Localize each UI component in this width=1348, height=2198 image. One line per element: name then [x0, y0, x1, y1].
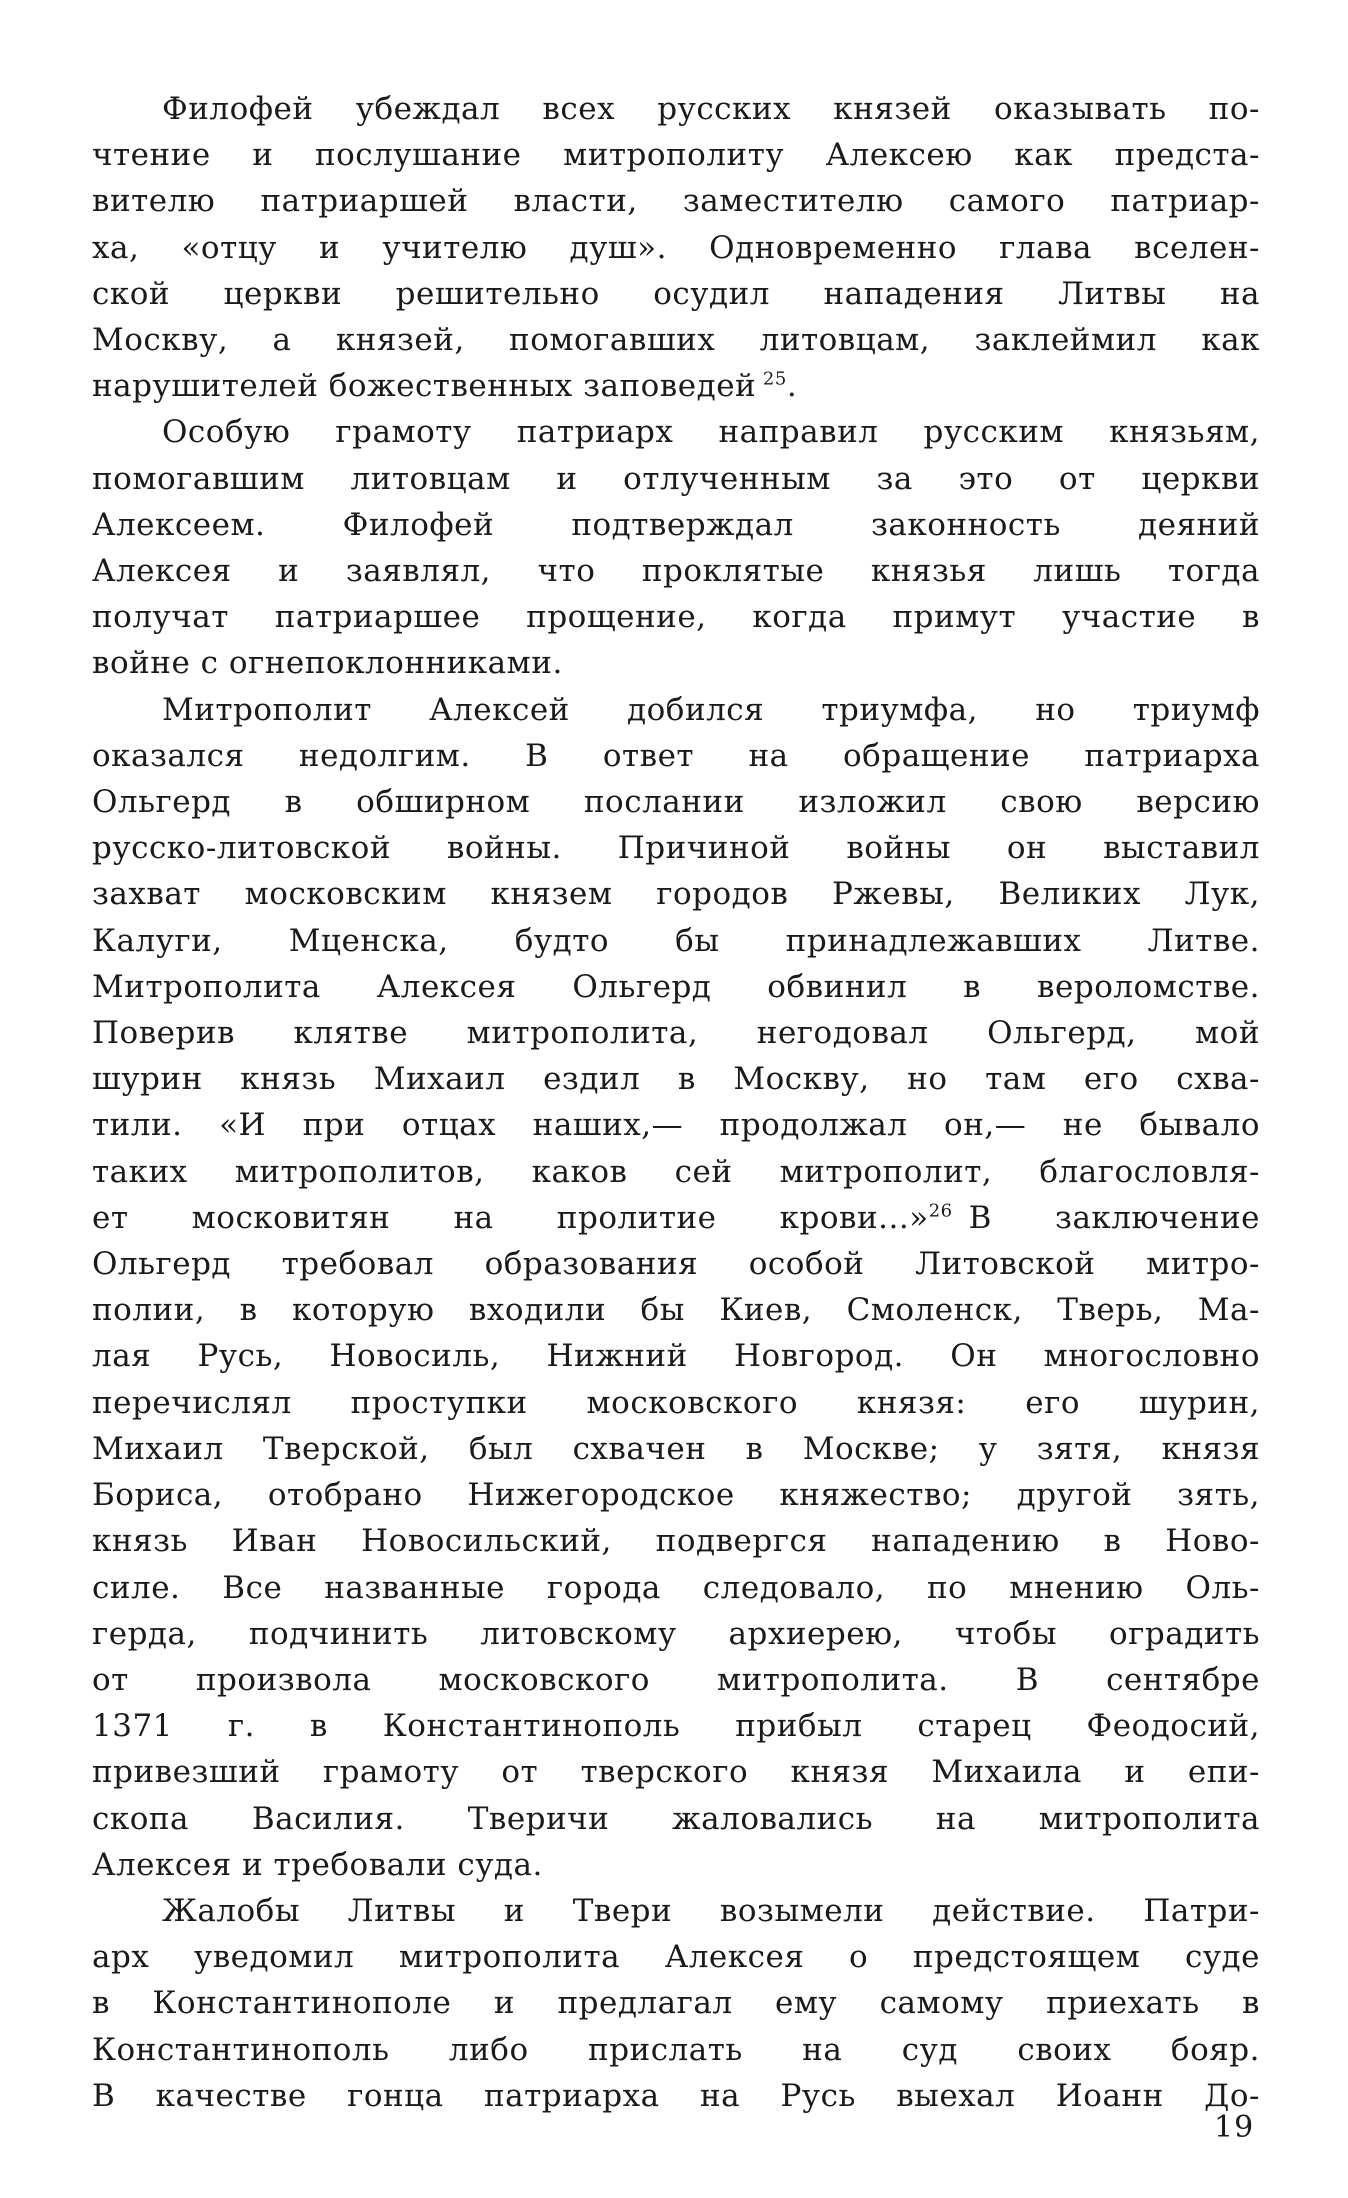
text-line: силе. Все названные города следовало, по мнению Оль-: [92, 1569, 1260, 1606]
text-line: Алексеем. Филофей подтверждал законность деяний: [92, 506, 1260, 543]
text-line: Москву, а князей, помогавших литовцам, заклеймил как: [92, 322, 1260, 359]
text-line: нарушителей божественных заповедей: [92, 368, 757, 405]
text-line: Поверив клятве митрополита, негодовал Ольгерд, мой: [92, 1015, 1260, 1052]
text-line: помогавшим литовцам и отлученным за это от церкви: [92, 460, 1260, 497]
text-line: войне с огнепоклонниками.: [92, 645, 563, 682]
text-line: 1371 г. в Константинополь прибыл старец Феодосий,: [92, 1708, 1260, 1745]
text-line: Калуги, Мценска, будто бы принадлежавших Литве.: [92, 922, 1260, 959]
text-line: таких митрополитов, каков сей митрополит, благословля-: [92, 1153, 1260, 1190]
text-line: Митрополит Алексей добился триумфа, но триумф: [162, 691, 1260, 728]
text-line: лая Русь, Новосиль, Нижний Новгород. Он многословно: [92, 1338, 1260, 1375]
text-line: от произвола московского митрополита. В сентябре: [92, 1661, 1260, 1698]
text-line-with-footnote: [92, 363, 1260, 409]
page-number: 19: [1214, 2110, 1255, 2145]
text-line: чтение и послушание митрополиту Алексею как предста-: [92, 137, 1260, 174]
text-line: получат патриаршее прощение, когда примут участие в: [92, 599, 1260, 636]
text-line: Бориса, отобрано Нижегородское княжество; другой зять,: [92, 1477, 1260, 1514]
text-line: князь Иван Новосильский, подвергся нападению в Ново-: [92, 1523, 1260, 1560]
text-line: захват московским князем городов Ржевы, Великих Лук,: [92, 876, 1260, 913]
text-line: Особую грамоту патриарх направил русским князьям,: [162, 414, 1260, 451]
text-line: Михаил Тверской, был схвачен в Москве; у зятя, князя: [92, 1430, 1260, 1467]
line-tail: .: [786, 368, 798, 405]
text-line: ха, «отцу и учителю душ». Одновременно глава вселен-: [92, 229, 1260, 266]
text-line: Филофей убеждал всех русских князей оказывать по-: [162, 91, 1260, 127]
text-line: скопа Василия. Тверичи жаловались на митрополита: [92, 1800, 1260, 1837]
text-line: шурин князь Михаил ездил в Москву, но там его схва-: [92, 1061, 1260, 1098]
page-body: [92, 86, 1260, 2119]
text-line: ской церкви решительно осудил нападения Литвы на: [92, 275, 1260, 312]
footnote-ref[interactable]: 25: [762, 368, 787, 390]
text-line: Ольгерд требовал образования особой Литовской митро-: [92, 1246, 1260, 1283]
text-line: перечислял проступки московского князя: его шурин,: [92, 1384, 1260, 1421]
text-line: Алексея и заявлял, что проклятые князья лишь тогда: [92, 553, 1260, 590]
text-line: Алексея и требовали суда.: [92, 1846, 543, 1883]
text-line: Митрополита Алексея Ольгерд обвинил в вероломстве.: [92, 968, 1260, 1005]
text-line: русско-литовской войны. Причиной войны он выставил: [92, 830, 1260, 867]
text-line: оказался недолгим. В ответ на обращение патриарха: [92, 737, 1260, 774]
text-line: ет московитян на пролитие крови...»: [92, 1199, 929, 1236]
text-line: Ольгерд в обширном послании изложил свою версию: [92, 784, 1260, 821]
paragraph-4: [92, 1888, 1260, 2119]
paragraph-3: [92, 687, 1260, 1888]
text-line: Константинополь либо прислать на суд своих бояр.: [92, 2031, 1260, 2068]
text-line-with-footnote: [92, 1195, 1260, 1241]
text-line: арх уведомил митрополита Алексея о предстоящем суде: [92, 1939, 1260, 1976]
text-line: тили. «И при отцах наших,— продолжал он,— не бывало: [92, 1107, 1260, 1144]
footnote-ref[interactable]: 26: [928, 1200, 953, 1222]
text-line: привезший грамоту от тверского князя Михаила и епи-: [92, 1754, 1260, 1791]
line-tail: В заключение: [968, 1199, 1261, 1236]
text-line: герда, подчинить литовскому архиерею, чтобы оградить: [92, 1615, 1260, 1652]
text-line: в Константинополе и предлагал ему самому приехать в: [92, 1985, 1260, 2022]
text-line: вителю патриаршей власти, заместителю самого патриар-: [92, 183, 1260, 220]
paragraph-1: [92, 86, 1260, 409]
paragraph-2: [92, 409, 1260, 686]
text-line: полии, в которую входили бы Киев, Смоленск, Тверь, Ма-: [92, 1292, 1260, 1329]
text-line: В качестве гонца патриарха на Русь выехал Иоанн До-: [92, 2077, 1260, 2114]
text-line: Жалобы Литвы и Твери возымели действие. Патри-: [162, 1892, 1260, 1929]
